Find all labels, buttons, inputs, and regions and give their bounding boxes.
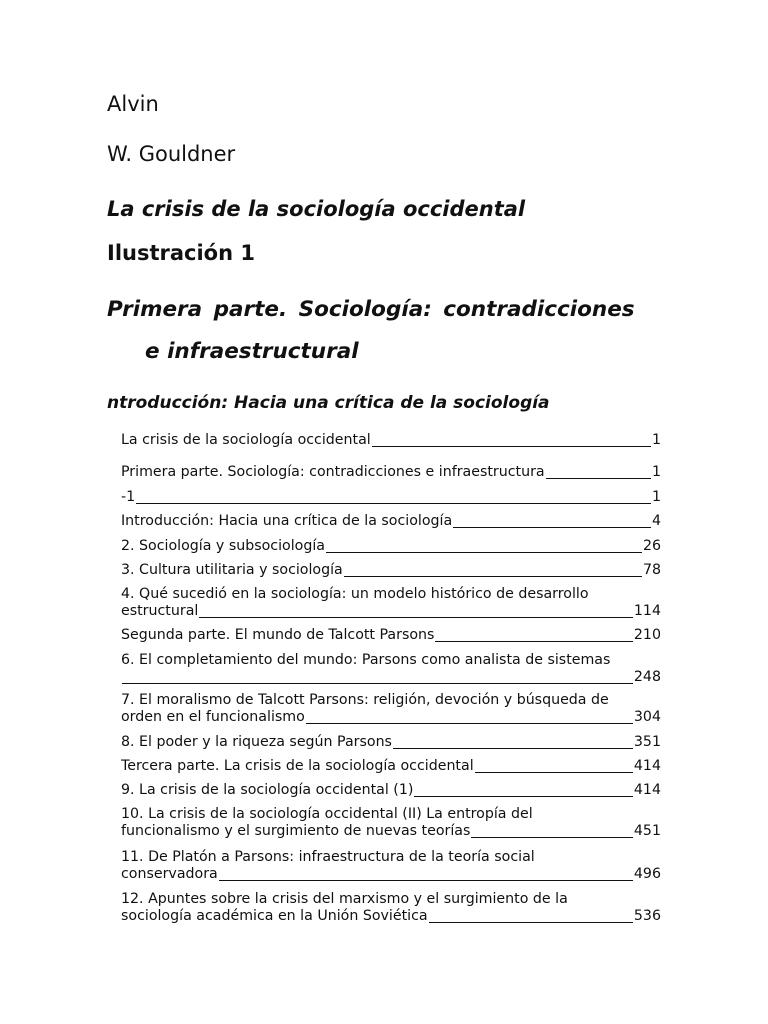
- toc-entry[interactable]: [121, 758, 661, 775]
- toc-entry[interactable]: [121, 432, 661, 449]
- toc-page-number: 1: [651, 432, 661, 448]
- toc-page-number: 4: [651, 513, 661, 529]
- toc-entry-text-cont: funcionalismo y el surgimiento de nuevas teorías: [121, 823, 471, 839]
- toc-entry[interactable]: [121, 627, 661, 644]
- toc-page-number: 248: [633, 669, 661, 685]
- toc-page-number: 1: [651, 489, 661, 505]
- toc-entry-text: Segunda parte. El mundo de Talcott Parsons: [121, 627, 435, 643]
- toc-entry[interactable]: [121, 464, 661, 481]
- toc-entry[interactable]: [121, 806, 661, 840]
- toc-leader: [393, 748, 633, 749]
- author-last-name: W. Gouldner: [107, 142, 236, 166]
- toc-page-number: 496: [633, 866, 661, 882]
- toc-leader: [344, 576, 642, 577]
- toc-entry-text-cont: sociología académica en la Unión Soviética: [121, 908, 428, 924]
- toc-leader: [326, 552, 642, 553]
- toc-entry-text-cont: estructural: [121, 603, 199, 619]
- toc-entry-text: 10. La crisis de la sociología occidental (II) La entropía del: [121, 806, 533, 822]
- toc-leader: [453, 527, 651, 528]
- toc-entry[interactable]: [121, 652, 661, 686]
- toc-leader: [475, 772, 633, 773]
- toc-entry[interactable]: [121, 538, 661, 555]
- toc-entry[interactable]: [121, 734, 661, 751]
- part-heading-line1: Primera parte. Sociología: contradicciones: [107, 297, 635, 322]
- toc-page-number: 451: [633, 823, 661, 839]
- toc-entry[interactable]: [121, 489, 661, 506]
- toc-entry-text: 12. Apuntes sobre la crisis del marxismo y el surgimiento de la: [121, 891, 568, 907]
- toc-entry-text: 2. Sociología y subsociología: [121, 538, 325, 554]
- toc-leader: [219, 880, 633, 881]
- toc-entry-text-cont: orden en el funcionalismo: [121, 709, 305, 725]
- toc-entry[interactable]: [121, 782, 661, 799]
- toc-entry-text: 6. El completamiento del mundo: Parsons como analista de sistemas: [121, 652, 611, 668]
- toc-page-number: 210: [633, 627, 661, 643]
- toc-entry[interactable]: [121, 849, 661, 883]
- toc-entry[interactable]: [121, 562, 661, 579]
- toc-leader: [136, 503, 651, 504]
- toc-entry-text: Introducción: Hacia una crítica de la sociología: [121, 513, 453, 529]
- toc-page-number: 114: [633, 603, 661, 619]
- toc-page-number: 26: [642, 538, 661, 554]
- toc-page-number: 414: [633, 758, 661, 774]
- part-heading-line2-text: e infraestructural: [145, 339, 359, 364]
- toc-leader: [372, 446, 651, 447]
- toc-leader: [471, 837, 633, 838]
- toc-page-number: 78: [642, 562, 661, 578]
- toc-entry-text: 8. El poder y la riqueza según Parsons: [121, 734, 392, 750]
- toc-page-number: 414: [633, 782, 661, 798]
- toc-entry-text: 3. Cultura utilitaria y sociología: [121, 562, 343, 578]
- intro-heading: ntroducción: Hacia una crítica de la sociología: [107, 393, 550, 413]
- toc-entry-text-cont: conservadora: [121, 866, 218, 882]
- part-heading-line2: [145, 339, 359, 364]
- toc-entry-text: Primera parte. Sociología: contradicciones e infraestructura: [121, 464, 545, 480]
- toc-entry[interactable]: [121, 513, 661, 530]
- toc-entry[interactable]: [121, 586, 661, 620]
- illustration-caption: Ilustración 1: [107, 241, 255, 265]
- toc-leader: [199, 617, 633, 618]
- toc-entry-text: 11. De Platón a Parsons: infraestructura de la teoría social: [121, 849, 535, 865]
- toc-leader: [429, 922, 633, 923]
- toc-entry-text: Tercera parte. La crisis de la sociología occidental: [121, 758, 474, 774]
- toc-entry-text: La crisis de la sociología occidental: [121, 432, 371, 448]
- toc-entry-text: 7. El moralismo de Talcott Parsons: religión, devoción y búsqueda de: [121, 692, 609, 708]
- toc-leader: [546, 478, 651, 479]
- toc-entry-text: 4. Qué sucedió en la sociología: un modelo histórico de desarrollo: [121, 586, 589, 602]
- book-title: La crisis de la sociología occidental: [107, 197, 526, 221]
- toc-entry[interactable]: [121, 891, 661, 925]
- toc-leader: [414, 796, 633, 797]
- toc-page-number: 351: [633, 734, 661, 750]
- toc-leader: [435, 641, 633, 642]
- author-first-name: Alvin: [107, 92, 159, 116]
- toc-entry-text: 9. La crisis de la sociología occidental (1): [121, 782, 414, 798]
- toc-leader: [306, 723, 633, 724]
- toc-page-number: 304: [633, 709, 661, 725]
- toc-entry[interactable]: [121, 692, 661, 726]
- toc-page-number: 1: [651, 464, 661, 480]
- toc-leader: [122, 683, 633, 684]
- toc-entry-text: -1: [121, 489, 136, 505]
- toc-page-number: 536: [633, 908, 661, 924]
